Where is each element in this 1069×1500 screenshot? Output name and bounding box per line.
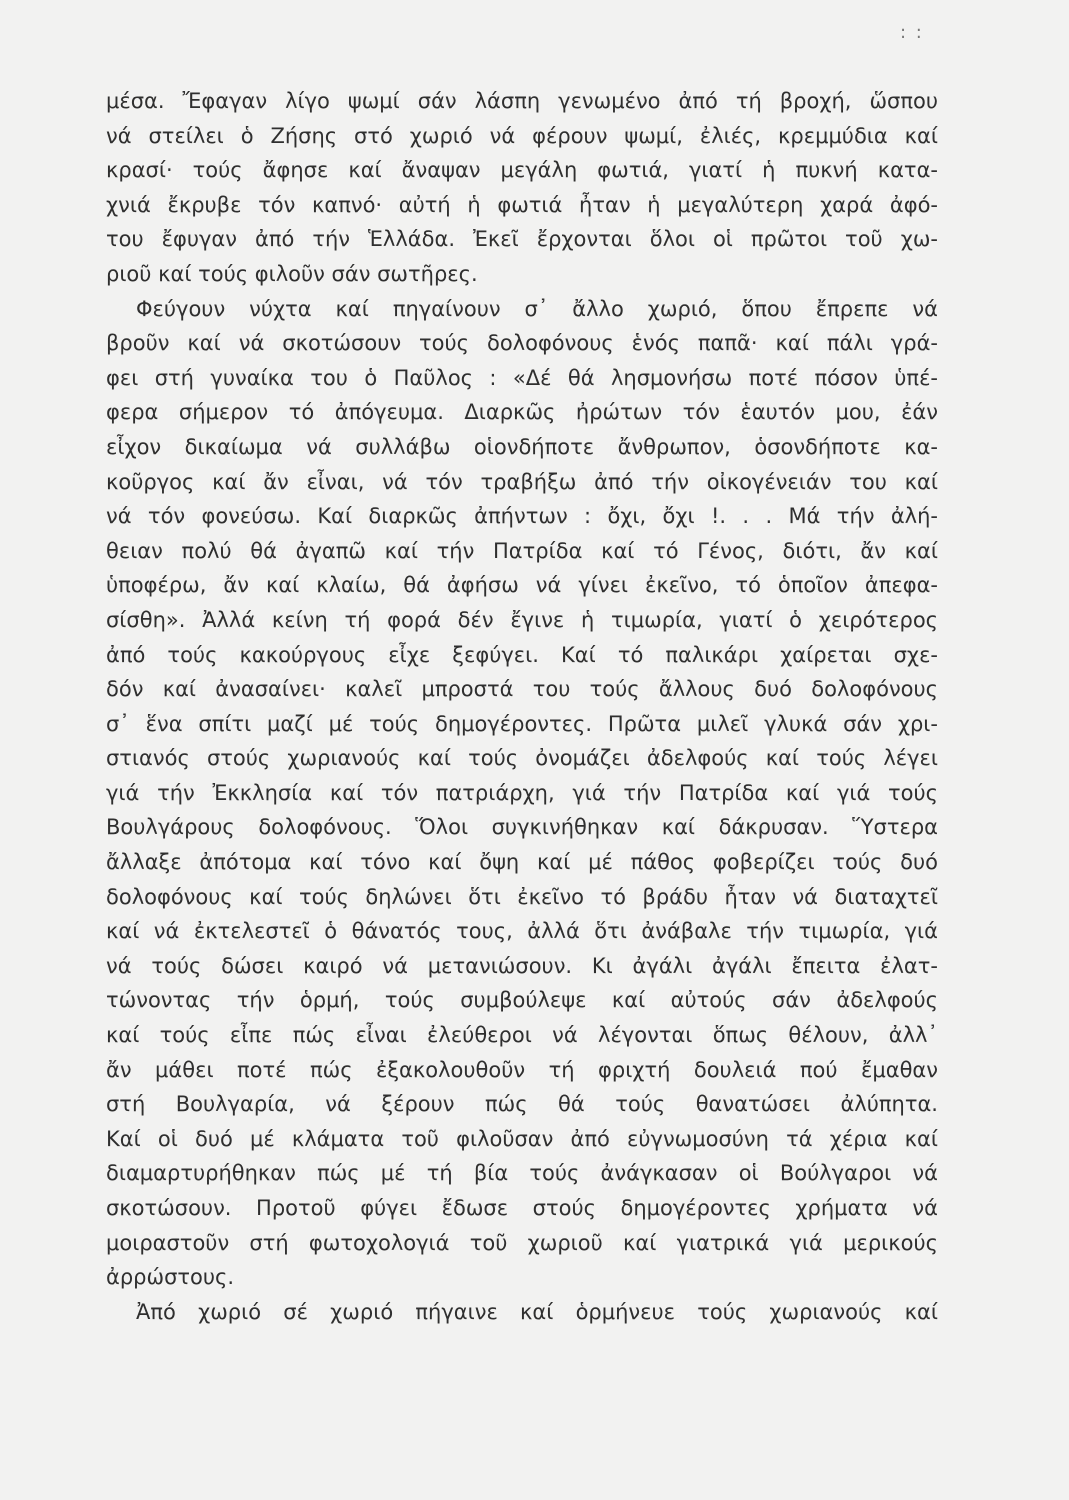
text-line: νά τούς δώσει καιρό νά μετανιώσουν. Κι ἀγάλι ἀγάλι ἔπειτα ἐλατ- [106, 953, 938, 978]
text-line: κρασί· τούς ἄφησε καί ἄναψαν μεγάλη φωτιά, γιατί ἡ πυκνή κατα- [106, 158, 938, 183]
text-line: ἄν μάθει ποτέ πώς ἐξακολουθοῦν τή φριχτή δουλειά πού ἔμαθαν [106, 1057, 938, 1082]
text-line: Ἀπό χωριό σέ χωριό πήγαινε καί ὁρμήνευε τούς χωριανούς καί [136, 1299, 938, 1324]
text-line: φει στή γυναίκα του ὁ Παῦλος : «Δέ θά λησμονήσω ποτέ πόσον ὑπέ- [106, 365, 938, 390]
text-line: Φεύγουν νύχτα καί πηγαίνουν σ᾽ ἄλλο χωριό, ὅπου ἔπρεπε νά [136, 296, 938, 321]
body-text [106, 84, 938, 1329]
text-line: Καί οἱ δυό μέ κλάματα τοῦ φιλοῦσαν ἀπό εὐγνωμοσύνη τά χέρια καί [106, 1126, 938, 1151]
text-line: ἀρρώστους. [106, 1265, 235, 1290]
text-line: στιανός στούς χωριανούς καί τούς ὀνομάζει ἀδελφούς καί τούς λέγει [106, 746, 938, 771]
text-line: ὑποφέρω, ἄν καί κλαίω, θά ἀφήσω νά γίνει ἐκεῖνο, τό ὁποῖον ἀπεφα- [106, 573, 938, 598]
text-line: εἶχον δικαίωμα νά συλλάβω οἱονδήποτε ἄνθρωπον, ὁσονδήποτε κα- [106, 434, 938, 459]
text-line: χνιά ἔκρυβε τόν καπνό· αὐτή ἡ φωτιά ἦταν ἡ μεγαλύτερη χαρά ἀφό- [106, 192, 938, 217]
text-line: δόν καί ἀνασαίνει· καλεῖ μπροστά του τούς ἄλλους δυό δολοφόνους [106, 677, 938, 702]
text-line: θειαν πολύ θά ἀγαπῶ καί τήν Πατρίδα καί τό Γένος, διότι, ἄν καί [106, 538, 938, 563]
text-line: σ᾽ ἕνα σπίτι μαζί μέ τούς δημογέροντες. Πρῶτα μιλεῖ γλυκά σάν χρι- [106, 711, 938, 736]
text-line: μοιραστοῦν στή φωτοχολογιά τοῦ χωριοῦ καί γιατρικά γιά μερικούς [106, 1230, 938, 1255]
text-line: καί νά ἐκτελεστεῖ ὁ θάνατός τους, ἀλλά ὅτι ἀνάβαλε τήν τιμωρία, γιά [106, 919, 938, 944]
text-line: δολοφόνους καί τούς δηλώνει ὅτι ἐκεῖνο τό βράδυ ἦταν νά διαταχτεῖ [106, 884, 938, 909]
text-line: νά τόν φονεύσω. Καί διαρκῶς ἀπήντων : ὄχι, ὄχι !. . . Μά τήν ἀλή- [106, 504, 938, 529]
text-line: νά στείλει ὁ Ζήσης στό χωριό νά φέρουν ψωμί, ἐλιές, κρεμμύδια καί [106, 123, 938, 148]
text-line: βροῦν καί νά σκοτώσουν τούς δολοφόνους ἑνός παπᾶ· καί πάλι γρά- [106, 331, 938, 356]
text-line: καί τούς εἶπε πώς εἶναι ἐλεύθεροι νά λέγονται ὅπως θέλουν, ἀλλ᾽ [106, 1023, 938, 1048]
text-line: ἀπό τούς κακούργους εἶχε ξεφύγει. Καί τό παλικάρι χαίρεται σχε- [106, 642, 938, 667]
text-line: κοῦργος καί ἄν εἶναι, νά τόν τραβήξω ἀπό τήν οἰκογένειάν του καί [106, 469, 938, 494]
text-line: στή Βουλγαρία, νά ξέρουν πώς θά τούς θανατώσει ἀλύπητα. [106, 1092, 938, 1117]
text-line: ἄλλαξε ἀπότομα καί τόνο καί ὄψη καί μέ πάθος φοβερίζει τούς δυό [106, 850, 938, 875]
text-line: σκοτώσουν. Προτοῦ φύγει ἔδωσε στούς δημογέροντες χρήματα νά [106, 1196, 938, 1220]
text-line: τώνοντας τήν ὁρμή, τούς συμβούλεψε καί αὐτούς σάν ἀδελφούς [106, 988, 938, 1013]
text-line: του ἔφυγαν ἀπό τήν Ἑλλάδα. Ἐκεῖ ἔρχονται ὅλοι οἱ πρῶτοι τοῦ χω- [106, 227, 938, 252]
text-line: διαμαρτυρήθηκαν πώς μέ τή βία τούς ἀνάγκασαν οἱ Βούλγαροι νά [106, 1161, 938, 1186]
text-line: γιά τήν Ἐκκλησία καί τόν πατριάρχη, γιά τήν Πατρίδα καί γιά τούς [106, 780, 938, 805]
text-line: ριοῦ καί τούς φιλοῦν σάν σωτῆρες. [106, 261, 478, 286]
text-line: φερα σήμερον τό ἀπόγευμα. Διαρκῶς ἠρώτων τόν ἑαυτόν μου, ἐάν [106, 400, 938, 425]
text-line: μέσα. Ἔφαγαν λίγο ψωμί σάν λάσπη γενωμένο ἀπό τή βροχή, ὥσπου [106, 89, 938, 113]
text-line: Βουλγάρους δολοφόνους. Ὅλοι συγκινήθηκαν καί δάκρυσαν. Ὕστερα [106, 815, 938, 840]
text-line: σίσθη». Ἀλλά κείνη τή φορά δέν ἔγινε ἡ τιμωρία, γιατί ὁ χειρότερος [106, 607, 938, 632]
page-number: : : [900, 22, 924, 43]
